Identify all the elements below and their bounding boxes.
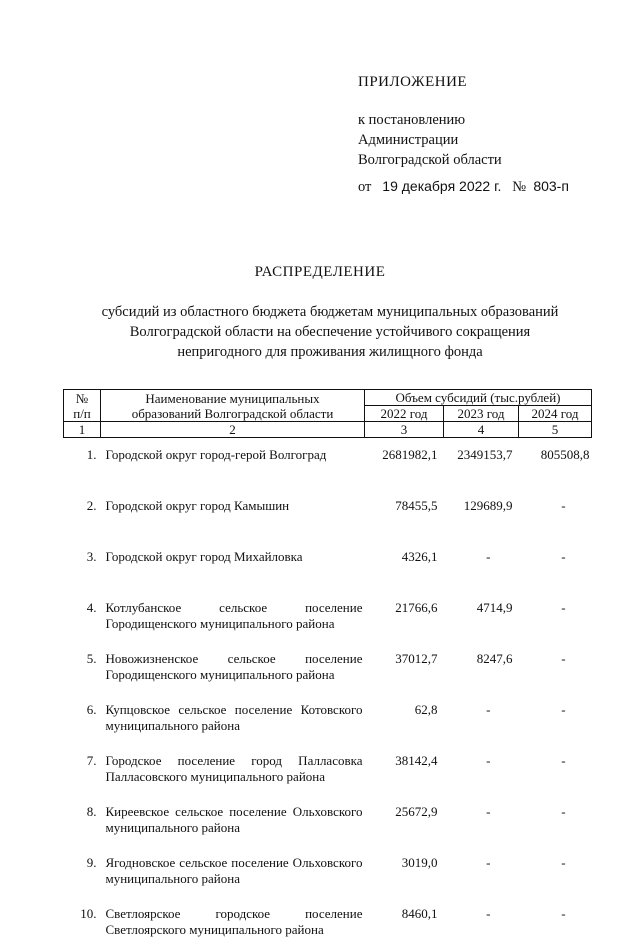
row-2022: 78455,5 (365, 491, 444, 542)
appendix-line-3: Волгоградской области (358, 150, 618, 170)
resolution-date-number (358, 178, 628, 196)
row-name: Городской округ город Михайловка (101, 542, 365, 593)
row-number: 1. (64, 438, 101, 492)
appendix-line-2: Администрации (358, 130, 618, 150)
table-row (64, 746, 592, 797)
row-2024: - (519, 593, 592, 644)
appendix-header (358, 72, 618, 170)
row-2022: 37012,7 (365, 644, 444, 695)
row-name: Купцовское сельское поселение Котовского муниципального района (101, 695, 365, 746)
header-name: Наименование муниципальных образований Волгоградской области (101, 390, 365, 422)
header-number: № п/п (64, 390, 101, 422)
table-row (64, 593, 592, 644)
row-2024: - (519, 746, 592, 797)
row-number: 4. (64, 593, 101, 644)
table-row (64, 695, 592, 746)
header-year-2024: 2024 год (519, 406, 592, 422)
row-2022: 38142,4 (365, 746, 444, 797)
document-title: РАСПРЕДЕЛЕНИЕ (0, 264, 640, 281)
row-name: Городское поселение город Палласовка Палласовского муниципального района (101, 746, 365, 797)
subtitle-line: непригодного для проживания жилищного фонда (60, 342, 600, 362)
table-body (64, 438, 592, 950)
row-2023: - (444, 746, 519, 797)
row-name: Новожизненское сельское поселение Городищенского муниципального района (101, 644, 365, 695)
row-number: 3. (64, 542, 101, 593)
row-number: 6. (64, 695, 101, 746)
row-number: 7. (64, 746, 101, 797)
row-name: Светлоярское городское поселение Светлоярского муниципального района (101, 899, 365, 950)
row-name: Городской округ город-герой Волгоград (101, 438, 365, 492)
header-volume: Объем субсидий (тыс.рублей) (365, 390, 592, 406)
table-row (64, 644, 592, 695)
row-name: Киреевское сельское поселение Ольховского муниципального района (101, 797, 365, 848)
row-2022: 8460,1 (365, 899, 444, 950)
table-row (64, 438, 592, 492)
row-2024: - (519, 491, 592, 542)
table-row (64, 899, 592, 950)
row-2022: 2681982,1 (365, 438, 444, 492)
resolution-date: 19 декабря 2022 г. (382, 178, 501, 194)
row-2022: 25672,9 (365, 797, 444, 848)
row-2023: - (444, 797, 519, 848)
subtitle-line: субсидий из областного бюджета бюджетам муниципальных образований (60, 302, 600, 322)
column-number-5: 5 (519, 422, 592, 438)
appendix-line-1: к постановлению (358, 110, 618, 130)
table-row (64, 848, 592, 899)
table-row (64, 491, 592, 542)
row-2022: 4326,1 (365, 542, 444, 593)
table-header (64, 390, 592, 438)
row-2024: - (519, 899, 592, 950)
row-2024: 805508,8 (519, 438, 592, 492)
column-number-3: 3 (365, 422, 444, 438)
table-row (64, 542, 592, 593)
column-number-4: 4 (444, 422, 519, 438)
document-subtitle (60, 302, 600, 362)
row-name: Ягодновское сельское поселение Ольховского муниципального района (101, 848, 365, 899)
appendix-title: ПРИЛОЖЕНИЕ (358, 72, 618, 92)
row-2023: 4714,9 (444, 593, 519, 644)
row-2023: 8247,6 (444, 644, 519, 695)
row-2024: - (519, 797, 592, 848)
row-2023: - (444, 542, 519, 593)
row-2023: - (444, 848, 519, 899)
row-2024: - (519, 848, 592, 899)
row-2024: - (519, 695, 592, 746)
row-2023: 129689,9 (444, 491, 519, 542)
header-year-2023: 2023 год (444, 406, 519, 422)
resolution-number: 803-п (533, 178, 569, 194)
header-year-2022: 2022 год (365, 406, 444, 422)
row-2022: 21766,6 (365, 593, 444, 644)
subtitle-line: Волгоградской области на обеспечение устойчивого сокращения (60, 322, 600, 342)
row-name: Котлубанское сельское поселение Городищенского муниципального района (101, 593, 365, 644)
row-2023: - (444, 695, 519, 746)
row-number: 5. (64, 644, 101, 695)
resolution-from-label: от (358, 179, 371, 195)
row-2024: - (519, 542, 592, 593)
row-number: 8. (64, 797, 101, 848)
row-name: Городской округ город Камышин (101, 491, 365, 542)
table-row (64, 797, 592, 848)
row-number: 2. (64, 491, 101, 542)
row-2023: 2349153,7 (444, 438, 519, 492)
row-2022: 62,8 (365, 695, 444, 746)
column-number-2: 2 (101, 422, 365, 438)
row-number: 9. (64, 848, 101, 899)
row-2023: - (444, 899, 519, 950)
resolution-number-label: № (512, 179, 526, 195)
row-2024: - (519, 644, 592, 695)
column-number-1: 1 (64, 422, 101, 438)
row-number: 10. (64, 899, 101, 950)
subsidies-table (63, 389, 592, 950)
row-2022: 3019,0 (365, 848, 444, 899)
